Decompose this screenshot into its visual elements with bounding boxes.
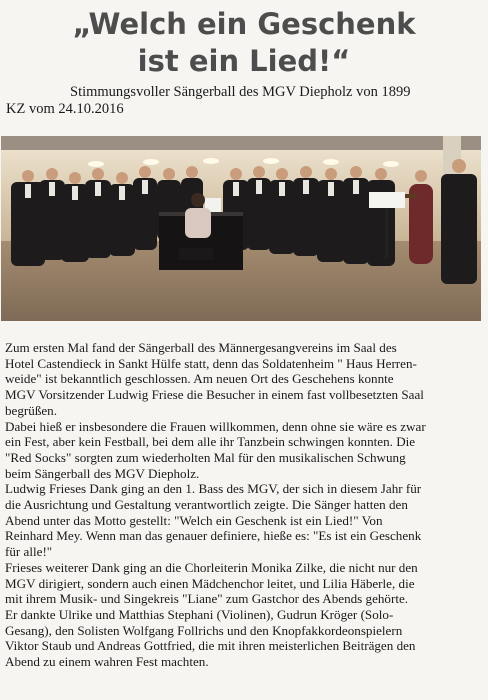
article-headline <box>0 6 488 80</box>
article-source: KZ vom 24.10.2016 <box>6 101 124 117</box>
headline-line-2: ist ein Lied!“ <box>137 44 351 78</box>
headline-line-1: „Welch ein Geschenk <box>72 7 416 41</box>
article-paragraph: Frieses weiterer Dank ging an die Chorleiterin Monika Zilke, die nicht nur den MGV dirigiert, sondern auch einen Mädchenchor leitet, und Lilia Häberle, die mit ihrem Musik- und Singekreis "Liane" zum Gastchor des Abends gehörte. <box>5 559 418 607</box>
article-body <box>5 340 483 670</box>
article-paragraph: Ludwig Frieses Dank ging an den 1. Bass des MGV, der sich in diesem Jahr für die Ausrichtung und Gestaltung verantwortlich zeigte. Die Sänger hatten den Abend unter das Motto gestellt: "Welch ein Geschenk ist ein Lied!" Von Reinhard Mey. Wenn man das genauer definiere, hieße es: "Es ist ein Geschenk für alle!" <box>5 481 422 560</box>
choir-photo <box>1 136 481 321</box>
article-paragraph: Zum ersten Mal fand der Sängerball des Männergesangvereins im Saal des Hotel Castendieck in Sankt Hülfe statt, denn das Soldatenheim " Haus Herren- weide" ist bekanntlich geschlossen. Am neuen Ort des Geschehens konnte MGV Vorsitzender Ludwig Friese die Besucher in einem fast vollbesetzten Saal begrüßen. <box>5 340 424 418</box>
article-subheadline: Stimmungsvoller Sängerball des MGV Diepholz von 1899 <box>70 84 411 100</box>
article-paragraph: Er dankte Ulrike und Matthias Stephani (Violinen), Gudrun Kröger (Solo- Gesang), den Solisten Wolfgang Follrichs und den Knopfakkordeonspielern Viktor Staub und Andreas Gottfried, die mit ihren meisterlichen Beiträgen den Abend zu einem wahren Fest machten. <box>5 606 416 670</box>
article-paragraph: Dabei hieß er insbesondere die Frauen willkommen, denn ohne sie wäre es zwar ein Fest, aber kein Festball, bei dem alle ihr Tanzbein schwingen konnten. Die "Red Socks" sorgten zum wiederholten Mal für den musikalischen Schwung beim Sängerball des MGV Diepholz. <box>5 418 426 481</box>
